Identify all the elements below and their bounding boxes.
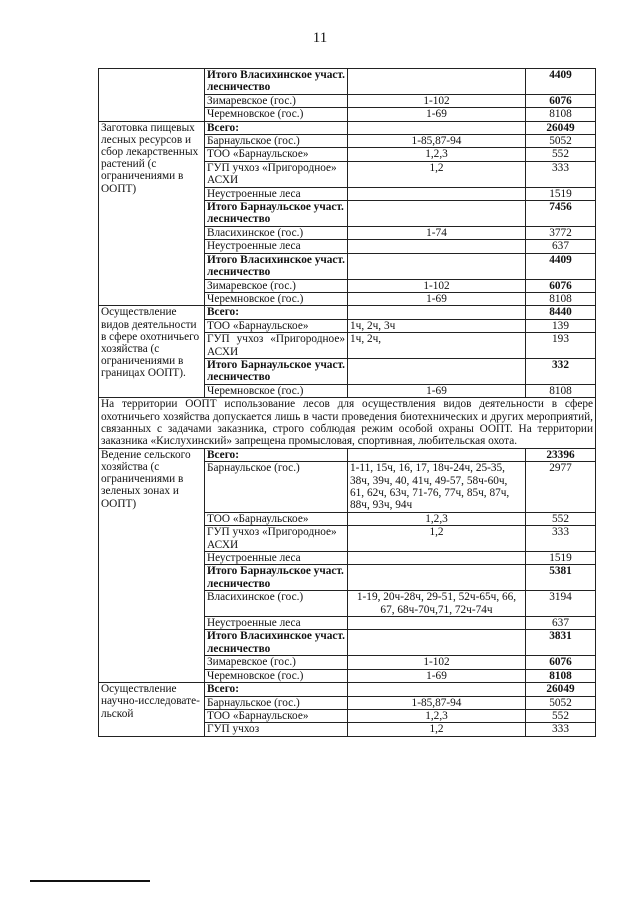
forestry-name-cell: Неустроенные леса bbox=[205, 187, 348, 200]
quarters-cell bbox=[348, 69, 526, 95]
table-row bbox=[99, 448, 596, 461]
forestry-name-cell: Барнаульское (гос.) bbox=[205, 462, 348, 513]
forestry-name-cell: Зимаревское (гос.) bbox=[205, 656, 348, 669]
area-cell: 3831 bbox=[526, 630, 596, 656]
quarters-cell bbox=[348, 306, 526, 319]
area-cell: 8108 bbox=[526, 108, 596, 121]
area-cell: 5381 bbox=[526, 565, 596, 591]
area-cell: 23396 bbox=[526, 448, 596, 461]
forestry-name-cell: Всего: bbox=[205, 306, 348, 319]
quarters-cell bbox=[348, 201, 526, 227]
quarters-cell bbox=[348, 617, 526, 630]
category-cell: Осуществление видов деятельности в сфере охотничьего хозяйства (с ограничениями в границах ООПТ). bbox=[99, 306, 205, 398]
quarters-cell bbox=[348, 565, 526, 591]
quarters-cell: 1-69 bbox=[348, 384, 526, 397]
forestry-name-cell: Барнаульское (гос.) bbox=[205, 696, 348, 709]
quarters-cell: 1,2 bbox=[348, 161, 526, 187]
area-cell: 5052 bbox=[526, 696, 596, 709]
area-cell: 6076 bbox=[526, 94, 596, 107]
area-cell: 637 bbox=[526, 617, 596, 630]
area-cell: 7456 bbox=[526, 201, 596, 227]
area-cell: 4409 bbox=[526, 253, 596, 279]
forestry-name-cell: Неустроенные леса bbox=[205, 617, 348, 630]
category-cell: Заготовка пищевых лесных ресурсов и сбор лекарственных растений (с ограничениями в ООПТ) bbox=[99, 121, 205, 306]
area-cell: 6076 bbox=[526, 656, 596, 669]
quarters-cell bbox=[348, 253, 526, 279]
forestry-name-cell: Неустроенные леса bbox=[205, 240, 348, 253]
area-cell: 637 bbox=[526, 240, 596, 253]
forestry-name-cell: ТОО «Барнаульское» bbox=[205, 148, 348, 161]
area-cell: 8108 bbox=[526, 292, 596, 305]
quarters-cell: 1-85,87-94 bbox=[348, 696, 526, 709]
forestry-name-cell: ГУП учхоз bbox=[205, 723, 348, 736]
forestry-name-cell: Черемновское (гос.) bbox=[205, 384, 348, 397]
quarters-cell: 1,2,3 bbox=[348, 148, 526, 161]
quarters-cell bbox=[348, 683, 526, 696]
quarters-cell bbox=[348, 448, 526, 461]
category-cell: Ведение сельского хозяйства (с ограничениями в зеленых зонах и ООПТ) bbox=[99, 448, 205, 682]
quarters-cell: 1,2 bbox=[348, 723, 526, 736]
quarters-cell: 1-69 bbox=[348, 669, 526, 682]
forestry-name-cell: Черемновское (гос.) bbox=[205, 669, 348, 682]
area-cell: 552 bbox=[526, 148, 596, 161]
quarters-cell: 1-11, 15ч, 16, 17, 18ч-24ч, 25-35, 38ч, 39ч, 40, 41ч, 49-57, 58ч-60ч, 61, 62ч, 63ч, 71-76, 77ч, 85ч, 87ч, 88ч, 93ч, 94ч bbox=[348, 462, 526, 513]
quarters-cell: 1,2,3 bbox=[348, 512, 526, 525]
table-row bbox=[99, 69, 596, 95]
forestry-name-cell: Итого Власихинское участ. лесничество bbox=[205, 69, 348, 95]
forestry-name-cell: Всего: bbox=[205, 683, 348, 696]
quarters-cell: 1-102 bbox=[348, 656, 526, 669]
forestry-name-cell: Черемновское (гос.) bbox=[205, 292, 348, 305]
quarters-cell bbox=[348, 358, 526, 384]
footnote-divider bbox=[30, 880, 150, 882]
quarters-cell: 1,2 bbox=[348, 526, 526, 552]
forestry-name-cell: Всего: bbox=[205, 448, 348, 461]
quarters-cell bbox=[348, 630, 526, 656]
forestry-name-cell: Зимаревское (гос.) bbox=[205, 94, 348, 107]
quarters-cell: 1-102 bbox=[348, 94, 526, 107]
area-cell: 3194 bbox=[526, 591, 596, 617]
area-cell: 333 bbox=[526, 161, 596, 187]
quarters-cell bbox=[348, 121, 526, 134]
area-cell: 8108 bbox=[526, 669, 596, 682]
forestry-name-cell: Итого Барнаульское участ. лесничество bbox=[205, 201, 348, 227]
forestry-name-cell: Власихинское (гос.) bbox=[205, 226, 348, 239]
area-cell: 26049 bbox=[526, 121, 596, 134]
table-row bbox=[99, 683, 596, 696]
forestry-name-cell: Итого Власихинское участ. лесничество bbox=[205, 630, 348, 656]
forestry-name-cell: ГУП учхоз «Пригородное» АСХИ bbox=[205, 526, 348, 552]
table-row bbox=[99, 306, 596, 319]
forestry-name-cell: Черемновское (гос.) bbox=[205, 108, 348, 121]
quarters-cell bbox=[348, 240, 526, 253]
area-cell: 6076 bbox=[526, 279, 596, 292]
area-cell: 5052 bbox=[526, 135, 596, 148]
forestry-name-cell: ТОО «Барнаульское» bbox=[205, 709, 348, 722]
forestry-name-cell: Власихинское (гос.) bbox=[205, 591, 348, 617]
area-cell: 552 bbox=[526, 512, 596, 525]
quarters-cell bbox=[348, 187, 526, 200]
area-cell: 139 bbox=[526, 319, 596, 332]
table-row bbox=[99, 121, 596, 134]
area-cell: 8440 bbox=[526, 306, 596, 319]
quarters-cell: 1ч, 2ч, bbox=[348, 333, 526, 359]
quarters-cell bbox=[348, 552, 526, 565]
forestry-name-cell: Зимаревское (гос.) bbox=[205, 279, 348, 292]
forestry-name-cell: Итого Барнаульское участ. лесничество bbox=[205, 358, 348, 384]
forestry-name-cell: Итого Власихинское участ. лесничество bbox=[205, 253, 348, 279]
area-cell: 193 bbox=[526, 333, 596, 359]
category-cell bbox=[99, 69, 205, 122]
forestry-name-cell: Всего: bbox=[205, 121, 348, 134]
area-cell: 2977 bbox=[526, 462, 596, 513]
forestry-name-cell: Неустроенные леса bbox=[205, 552, 348, 565]
area-cell: 1519 bbox=[526, 187, 596, 200]
forestry-name-cell: ТОО «Барнаульское» bbox=[205, 319, 348, 332]
quarters-cell: 1-19, 20ч-28ч, 29-51, 52ч-65ч, 66, 67, 68ч-70ч,71, 72ч-74ч bbox=[348, 591, 526, 617]
note-cell: На территории ООПТ использование лесов для осуществления видов деятельности в сфере охотничьего хозяйства допускается лишь в части проведения биотехнических и других мероприятий, связанных с задачами заказника, строго соблюдая режим особой охраны ООПТ. На территории заказника «Кислухинский» запрещена промысловая, спортивная, любительская охота. bbox=[99, 398, 596, 449]
area-cell: 4409 bbox=[526, 69, 596, 95]
note-row bbox=[99, 398, 596, 449]
forestry-name-cell: Итого Барнаульское участ. лесничество bbox=[205, 565, 348, 591]
area-cell: 1519 bbox=[526, 552, 596, 565]
quarters-cell: 1-85,87-94 bbox=[348, 135, 526, 148]
forest-use-table bbox=[98, 68, 596, 737]
quarters-cell: 1,2,3 bbox=[348, 709, 526, 722]
table-body bbox=[99, 69, 596, 737]
quarters-cell: 1ч, 2ч, 3ч bbox=[348, 319, 526, 332]
quarters-cell: 1-102 bbox=[348, 279, 526, 292]
quarters-cell: 1-69 bbox=[348, 108, 526, 121]
area-cell: 333 bbox=[526, 723, 596, 736]
forestry-name-cell: ТОО «Барнаульское» bbox=[205, 512, 348, 525]
forestry-name-cell: ГУП учхоз «Пригородное» АСХИ bbox=[205, 333, 348, 359]
forestry-name-cell: ГУП учхоз «Пригородное» АСХИ bbox=[205, 161, 348, 187]
area-cell: 333 bbox=[526, 526, 596, 552]
area-cell: 8108 bbox=[526, 384, 596, 397]
quarters-cell: 1-74 bbox=[348, 226, 526, 239]
category-cell: Осуществление научно-исследовате-льской bbox=[99, 683, 205, 737]
area-cell: 3772 bbox=[526, 226, 596, 239]
page-number: 11 bbox=[312, 30, 328, 46]
area-cell: 552 bbox=[526, 709, 596, 722]
area-cell: 332 bbox=[526, 358, 596, 384]
forestry-name-cell: Барнаульское (гос.) bbox=[205, 135, 348, 148]
area-cell: 26049 bbox=[526, 683, 596, 696]
quarters-cell: 1-69 bbox=[348, 292, 526, 305]
